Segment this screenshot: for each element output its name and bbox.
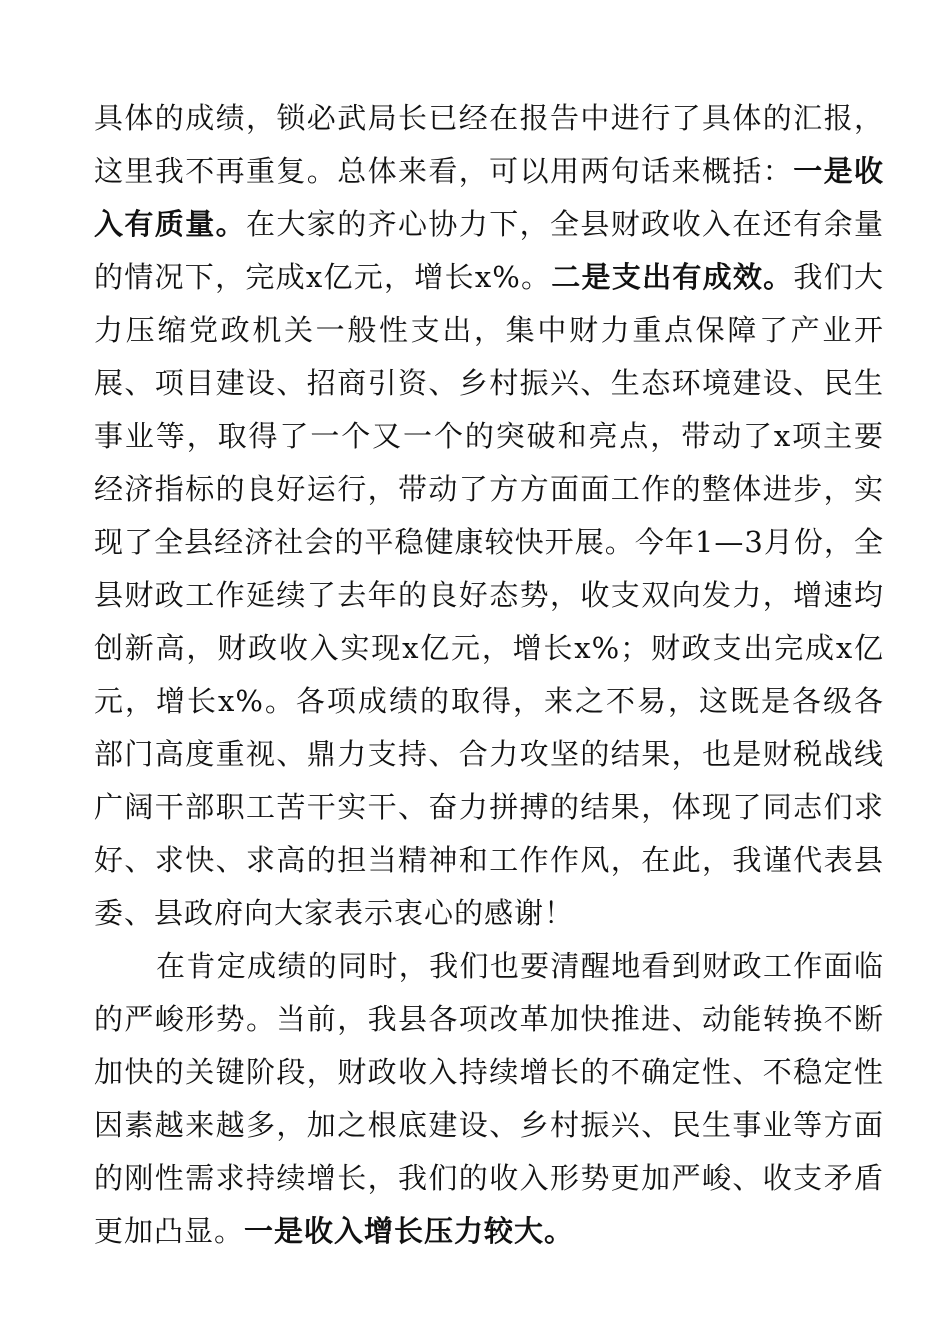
bold-heading-income-pressure: 一是收入增长压力较大。 [244,1214,575,1248]
text-run: 我们大力压缩党政机关一般性支出，集中财力重点保障了产业开展、项目建设、招商引资、乡村振兴、生态环境建设、民生事业等，取得了一个又一个的突破和亮点，带动了x项主要经济指标的良好运行，带动了方方面面工作的整体进步，实现了全县经济社会的平稳健康较快开展。今年1—3月份，全县财政工作延续了去年的良好态势，收支双向发力，增速均创新高，财政收入实现x亿元，增长x%；财政支出完成x亿元，增长x%。各项成绩的取得，来之不易，这既是各级各部门高度重视、鼎力支持、合力攻坚的结果，也是财税战线广阔干部职工苦干实干、奋力拼搏的结果，体现了同志们求好、求快、求高的担当精神和工作作风，在此，我谨代表县委、县政府向大家表示衷心的感谢！ [94,260,884,930]
document-page [94,92,884,1258]
text-run: 在大家的齐心协力下，全县财政收入在还有余量的情况下，完成x亿元，增长x%。 [94,207,884,294]
text-run: 具体的成绩，锁必武局长已经在报告中进行了具体的汇报，这里我不再重复。总体来看，可以用两句话来概括： [94,101,884,188]
paragraph-challenges [94,940,884,1258]
text-run: 在肯定成绩的同时，我们也要清醒地看到财政工作面临的严峻形势。当前，我县各项改革加快推进、动能转换不断加快的关键阶段，财政收入持续增长的不确定性、不稳定性因素越来越多，加之根底建设、乡村振兴、民生事业等方面的刚性需求持续增长，我们的收入形势更加严峻、收支矛盾更加凸显。 [94,949,884,1248]
bold-heading-income-quality: 一是收入有质量。 [94,154,884,241]
paragraph-achievements [94,92,884,940]
bold-heading-expenditure-effect: 二是支出有成效。 [551,260,794,294]
